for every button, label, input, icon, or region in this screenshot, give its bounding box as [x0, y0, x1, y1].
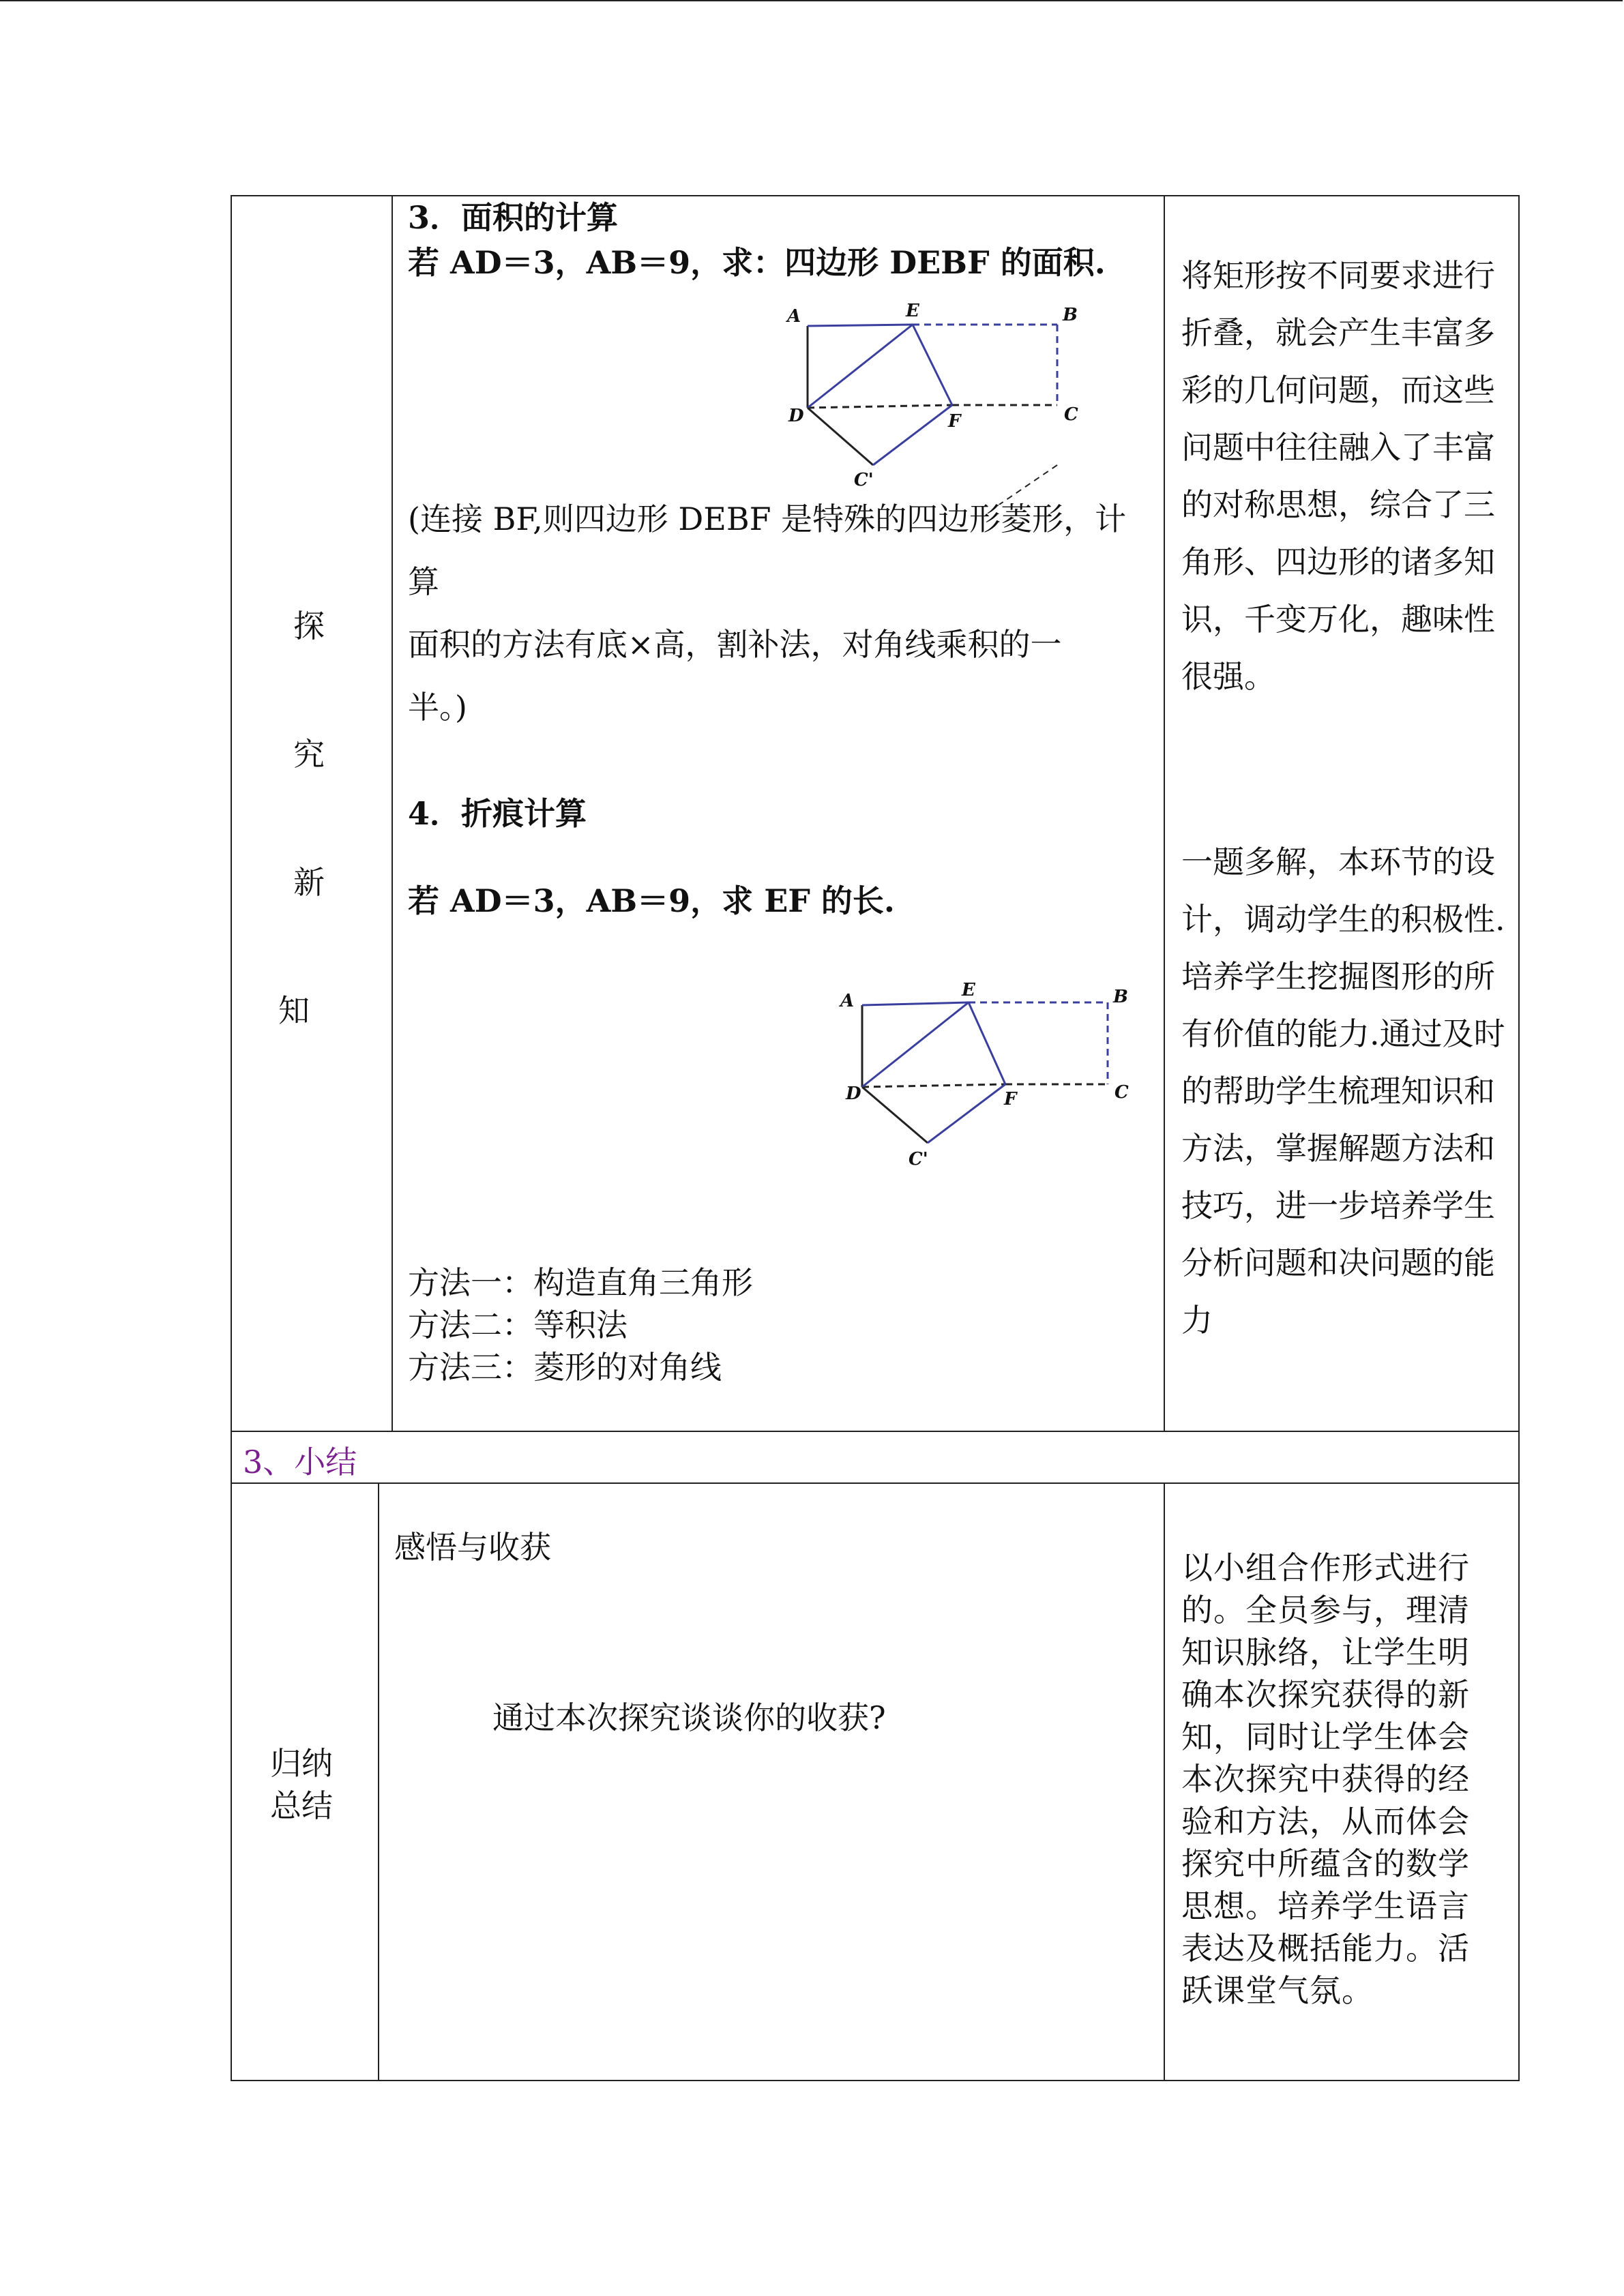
edge-D-E	[808, 325, 913, 408]
label-C: C	[1114, 1082, 1129, 1103]
summary-title-top	[231, 1431, 1520, 1432]
fold-figure-1	[778, 293, 1105, 505]
label-F: F	[1004, 1089, 1017, 1109]
label-B: B	[1063, 305, 1078, 325]
edge-Cprime-F	[873, 405, 952, 465]
summary-label-line-1: 归纳	[270, 1745, 333, 1782]
explore-label-char-4: 知	[278, 992, 310, 1029]
q3-problem: 若 AD＝3，AB＝9，求：四边形 DEBF 的面积.	[408, 244, 1106, 281]
edge-A-E	[808, 325, 913, 326]
label-A: A	[840, 991, 855, 1011]
q3-hint-line-1: (连接 BF,则四边形 DEBF 是特殊的四边形菱形，计	[408, 501, 1127, 537]
label-C: C	[1064, 404, 1078, 425]
q4-problem: 若 AD＝3，AB＝9，求 EF 的长.	[408, 882, 895, 919]
q4-method-3: 方法三：菱形的对角线	[408, 1349, 722, 1386]
summary-label-line-2: 总结	[270, 1787, 333, 1824]
summary-note: 以小组合作形式进行的。全员参与，理清知识脉络，让学生明确本次探究获得的新知，同时让学生体会本次探究中获得的经验和方法，从而体会探究中所蕴含的数学思想。培养学生语言表达及概括能力。活跃课堂气氛。	[1181, 1549, 1470, 2009]
table-left-border	[231, 195, 232, 2081]
edge-D-F-dashed	[862, 1084, 1005, 1087]
label-D: D	[846, 1084, 861, 1104]
edge-A-E	[862, 1002, 969, 1005]
edge-D-E	[862, 1002, 969, 1087]
summary-title-bottom	[231, 1482, 1520, 1484]
label-A: A	[787, 306, 801, 327]
summary-heading: 感悟与收获	[394, 1529, 551, 1566]
row3-divider-left	[378, 1482, 379, 2081]
edge-D-Cprime	[808, 408, 873, 465]
row1-divider-left	[392, 195, 393, 1432]
label-B: B	[1113, 987, 1128, 1007]
edge-D-Cprime	[862, 1087, 928, 1143]
explore-label-char-2: 究	[293, 736, 325, 773]
explore-note-2: 一题多解，本环节的设计，调动学生的积极性.培养学生挖掘图形的所有价值的能力.通过及时的帮助学生梳理知识和方法，掌握解题方法和技巧，进一步培养学生分析问题和决问题的能力	[1181, 844, 1505, 1339]
explore-label-char-1: 探	[293, 608, 325, 644]
edge-Cprime-F	[928, 1084, 1005, 1143]
q4-method-1: 方法一：构造直角三角形	[408, 1264, 753, 1301]
explore-note-1: 将矩形按不同要求进行折叠，就会产生丰富多彩的几何问题，而这些问题中往往融入了丰富的对称思想，综合了三角形、四边形的诸多知识，千变万化，趣味性很强。	[1181, 257, 1495, 695]
table-right-border	[1518, 195, 1520, 2081]
label-Cprime: C'	[909, 1149, 928, 1169]
q3-hint-line-4: 半。)	[408, 689, 467, 726]
summary-section-title: 3、小结	[243, 1444, 357, 1480]
q3-hint-line-3: 面积的方法有底×高，割补法，对角线乘积的一	[408, 626, 1062, 663]
summary-question: 通过本次探究谈谈你的收获?	[492, 1699, 886, 1736]
label-E: E	[906, 301, 919, 321]
fold-figure-2	[832, 968, 1146, 1173]
q4-method-2: 方法二：等积法	[408, 1307, 628, 1343]
edge-E-F	[969, 1002, 1005, 1084]
row-divider-right	[1164, 195, 1165, 1432]
label-F: F	[948, 411, 961, 432]
q3-heading: 3．面积的计算	[408, 199, 619, 236]
label-Cprime: C'	[854, 470, 874, 490]
edge-E-F	[913, 325, 952, 405]
row3-divider-right	[1164, 1482, 1165, 2081]
label-D: D	[788, 406, 804, 426]
explore-label-char-3: 新	[293, 864, 325, 901]
q4-heading: 4．折痕计算	[408, 795, 587, 832]
label-E: E	[962, 980, 975, 1000]
q3-hint-line-2: 算	[408, 563, 439, 600]
table-bottom-border	[231, 2080, 1520, 2081]
edge-D-F-dashed	[808, 405, 952, 408]
